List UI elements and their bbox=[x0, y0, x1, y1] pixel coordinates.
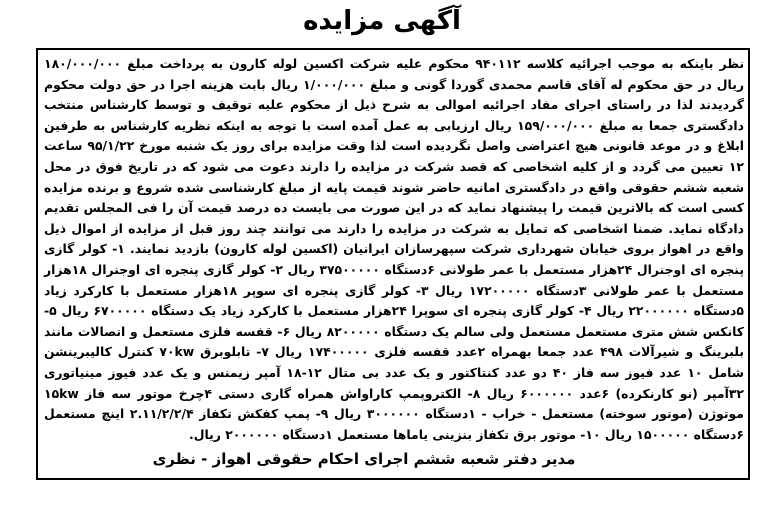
notice-title: آگهی مزایده bbox=[303, 6, 461, 36]
notice-body: نظر باینکه به موجب اجرائیه کلاسه ۹۴۰۱۱۲ محکوم علیه شرکت اکسین لوله کارون به پرداخت مبلغ ۱۸۰/۰۰۰/۰۰۰ ریال در حق محکوم له آقای قاسم محمدی گوردا گونی و مبلغ ۱/۰۰۰/۰۰۰ ریال بابت هزینه اجرا در حق دولت محکوم گردیدند لذا در راستای اجرای مفاد اجرائیه اموالی به شرح ذیل از محکوم علیه توقیف و توسط کارشناس منتخب دادگستری جمعا به مبلغ ۱۵۹/۰۰۰/۰۰۰ ریال ارزیابی به عمل آمده است با توجه به اینکه نظریه کارشناس به طرفین ابلاغ و در موعد قانونی هیچ اعتراضی واصل نگردیده است لذا وقت مزایده برای روز یک شنبه مورخ ۹۵/۱/۲۲ ساعت ۱۲ تعیین می گردد و از کلیه اشخاصی که قصد شرکت در مزایده را دارند دعوت می شود که در تاریخ فوق در محل شعبه ششم حقوقی واقع در دادگستری امانیه حاضر شوند قیمت پایه از مبلغ کارشناسی شده شروع و برنده مزایده کسی است که بالاترین قیمت را پیشنهاد نماید که در این صورت می بایست ده درصد قیمت آن را فی المجلس تقدیم دادگاه نماید. ضمنا اشخاصی که تمایل به شرکت در مزایده را دارند می توانند چند روز قبل از مزایده از اموال ذیل واقع در اهواز بروی خیابان شهرداری شرکت سپهرسازان ایرانیان (اکسین لوله کارون) بازدید نمایند. ۱- کولر گازی پنجره ای اوجنرال ۲۴هزار مستعمل با عمر طولانی ۶دستگاه ۳۷۵۰۰۰۰۰ ریال ۲- کولر گازی پنجره ای اوجنرال ۱۸هزار مستعمل با عمر طولانی ۳دستگاه ۱۷۲۰۰۰۰۰ ریال ۳- کولر گازی پنجره ای سوپر ۱۸هزار مستعمل با کارکرد زیاد ۵دستگاه ۲۲۰۰۰۰۰۰ ریال ۴- کولر گازی پنجره ای سوپرا ۲۴هزار مستعمل با کارکرد زیاد یک دستگاه ۶۷۰۰۰۰۰ ریال ۵- کانکس شش متری مستعمل مستعمل ولی سالم یک دستگاه ۸۲۰۰۰۰۰ ریال ۶- قفسه فلزی مستعمل و اتصالات مانند بلبرینگ و شیرآلات ۴۹۸ عدد جمعا بهمراه ۲عدد قفسه فلزی ۱۷۴۰۰۰۰۰ ریال ۷- تابلوبرق ۷۰kw کنترل کالیبرینشن شامل ۱۰ عدد فیوز سه فاز ۴۰ دو عدد کنتاکتور و یک عدد بی متال ۱۲-۱۸ آمپر زیمنس و یک عدد فیوز مینیاتوری ۳۲آمپر (نو کارنکرده) ۶عدد ۶۰۰۰۰۰۰ ریال ۸- الکتروپمپ کاراواش همراه گاری دستی ۴چرخ موتور سه فاز ۱۵kw موتوژن (موتور سوخته) مستعمل - خراب - ۱دستگاه ۳۰۰۰۰۰۰ ریال ۹- پمپ کفکش تکفاز ۲.۱۱/۲/۲/۴ اینچ مستعمل ۶دستگاه ۱۵۰۰۰۰۰ ریال ۱۰- موتور برق تکفاز بنزینی یاماها مستعمل ۱دستگاه ۲۰۰۰۰۰۰ ریال. bbox=[44, 56, 745, 442]
notice-signature: مدیر دفتر شعبه ششم اجرای احکام حقوقی اهواز - نظری bbox=[152, 450, 576, 468]
